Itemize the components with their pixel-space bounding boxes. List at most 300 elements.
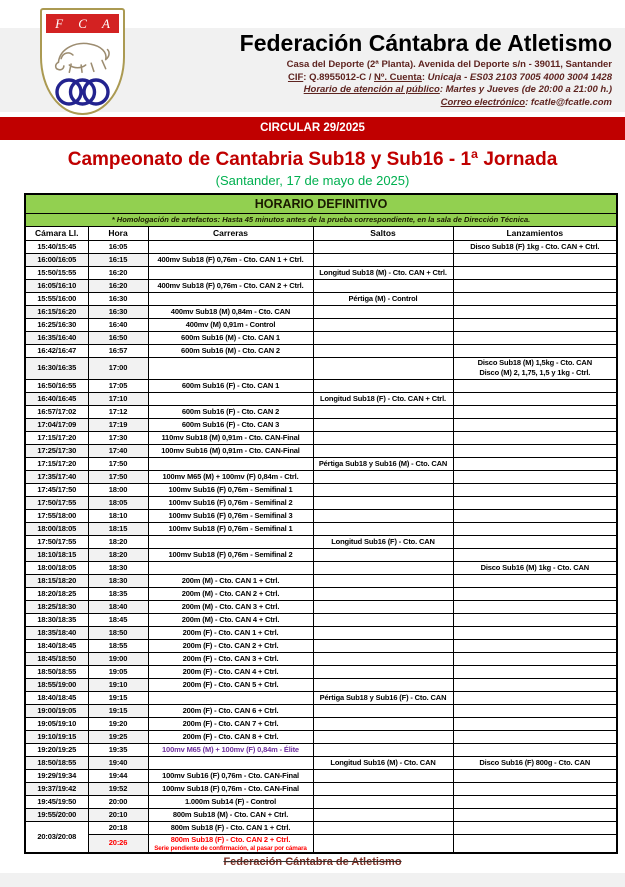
schedule-row bbox=[25, 240, 617, 253]
hora-cell: 17:30 bbox=[88, 431, 148, 444]
hora-cell: 19:15 bbox=[88, 704, 148, 717]
carreras-cell: 600m Sub16 (F) - Cto. CAN 1 bbox=[148, 379, 313, 392]
schedule-row bbox=[25, 509, 617, 522]
hora-cell: 17:12 bbox=[88, 405, 148, 418]
schedule-row bbox=[25, 782, 617, 795]
carreras-cell: 200m (F) - Cto. CAN 8 + Ctrl. bbox=[148, 730, 313, 743]
hora-cell: 19:35 bbox=[88, 743, 148, 756]
camara-cell: 17:25/17:30 bbox=[25, 444, 88, 457]
schedule-row bbox=[25, 318, 617, 331]
camara-cell: 17:45/17:50 bbox=[25, 483, 88, 496]
schedule-row bbox=[25, 652, 617, 665]
camara-cell: 19:10/19:15 bbox=[25, 730, 88, 743]
lanzamientos-cell bbox=[453, 357, 617, 379]
hora-cell: 18:00 bbox=[88, 483, 148, 496]
schedule-row bbox=[25, 730, 617, 743]
saltos-cell: Pértiga (M) - Control bbox=[313, 292, 453, 305]
carreras-cell: 1.000m Sub14 (F) - Control bbox=[148, 795, 313, 808]
carreras-cell: 800m Sub18 (F) - Cto. CAN 1 + Ctrl. bbox=[148, 821, 313, 834]
carreras-cell: 200m (M) - Cto. CAN 1 + Ctrl. bbox=[148, 574, 313, 587]
camara-cell: 16:05/16:10 bbox=[25, 279, 88, 292]
camara-cell: 19:55/20:00 bbox=[25, 808, 88, 821]
schedule-row bbox=[25, 600, 617, 613]
lanzamientos-cell bbox=[453, 344, 617, 357]
lanzamientos-cell bbox=[453, 834, 617, 853]
carreras-cell: 100mv Sub18 (F) 0,76m - Semifinal 2 bbox=[148, 548, 313, 561]
camara-cell: 16:25/16:30 bbox=[25, 318, 88, 331]
fca-logo bbox=[40, 8, 125, 115]
hora-cell: 17:05 bbox=[88, 379, 148, 392]
saltos-cell bbox=[313, 496, 453, 509]
bottom-band bbox=[0, 873, 625, 887]
camara-cell: 15:50/15:55 bbox=[25, 266, 88, 279]
carreras-cell: 200m (F) - Cto. CAN 7 + Ctrl. bbox=[148, 717, 313, 730]
schedule-row bbox=[25, 821, 617, 834]
hora-cell: 16:05 bbox=[88, 240, 148, 253]
carreras-cell: 100mv M65 (M) + 100mv (F) 0,84m - Élite bbox=[148, 743, 313, 756]
schedule-row bbox=[25, 357, 617, 379]
hora-cell: 16:57 bbox=[88, 344, 148, 357]
lanzamientos-cell bbox=[453, 522, 617, 535]
hora-cell: 17:10 bbox=[88, 392, 148, 405]
schedule-row bbox=[25, 483, 617, 496]
lanzamientos-cell bbox=[453, 418, 617, 431]
hora-cell: 19:40 bbox=[88, 756, 148, 769]
carreras-cell: 110mv Sub18 (M) 0,91m - Cto. CAN-Final bbox=[148, 431, 313, 444]
hora-cell: 16:40 bbox=[88, 318, 148, 331]
lanzamientos-cell bbox=[453, 704, 617, 717]
lanzamientos-cell: Disco Sub18 (F) 1kg - Cto. CAN + Ctrl. bbox=[453, 240, 617, 253]
camara-cell: 18:35/18:40 bbox=[25, 626, 88, 639]
carreras-cell bbox=[148, 756, 313, 769]
saltos-cell bbox=[313, 483, 453, 496]
saltos-cell bbox=[313, 444, 453, 457]
hora-cell: 20:26 bbox=[88, 834, 148, 853]
lanzamientos-cell bbox=[453, 795, 617, 808]
header-address-segment: CIF bbox=[287, 71, 304, 83]
saltos-cell bbox=[313, 431, 453, 444]
lanzamientos-cell bbox=[453, 457, 617, 470]
lanzamientos-cell bbox=[453, 717, 617, 730]
saltos-cell bbox=[313, 240, 453, 253]
hora-cell: 17:19 bbox=[88, 418, 148, 431]
saltos-cell bbox=[313, 279, 453, 292]
camara-cell: 17:35/17:40 bbox=[25, 470, 88, 483]
schedule-row bbox=[25, 457, 617, 470]
hora-cell: 20:10 bbox=[88, 808, 148, 821]
saltos-cell bbox=[313, 717, 453, 730]
carreras-cell: 200m (F) - Cto. CAN 6 + Ctrl. bbox=[148, 704, 313, 717]
saltos-cell bbox=[313, 331, 453, 344]
carreras-cell: 200m (F) - Cto. CAN 2 + Ctrl. bbox=[148, 639, 313, 652]
schedule-row bbox=[25, 834, 617, 853]
fca-logo-letters: F C A bbox=[46, 14, 119, 33]
header-address-segment: : Q.8955012-C / bbox=[303, 71, 375, 83]
lanzamientos-cell bbox=[453, 253, 617, 266]
schedule-row bbox=[25, 392, 617, 405]
carreras-cell: 100mv Sub18 (F) 0,76m - Semifinal 1 bbox=[148, 522, 313, 535]
schedule-row bbox=[25, 535, 617, 548]
hora-cell: 18:05 bbox=[88, 496, 148, 509]
camara-cell: 19:05/19:10 bbox=[25, 717, 88, 730]
camara-cell: 16:00/16:05 bbox=[25, 253, 88, 266]
lanzamientos-cell bbox=[453, 509, 617, 522]
schedule-row bbox=[25, 574, 617, 587]
lanzamientos-cell bbox=[453, 496, 617, 509]
lanzamientos-event-line: Disco (M) 2, 1,75, 1,5 y 1kg - Ctrl. bbox=[479, 368, 591, 377]
camara-cell: 16:50/16:55 bbox=[25, 379, 88, 392]
carreras-cell bbox=[148, 834, 313, 853]
camara-cell: 18:10/18:15 bbox=[25, 548, 88, 561]
schedule-row bbox=[25, 253, 617, 266]
lanzamientos-cell bbox=[453, 292, 617, 305]
hora-cell: 19:05 bbox=[88, 665, 148, 678]
saltos-cell bbox=[313, 379, 453, 392]
lanzamientos-cell bbox=[453, 600, 617, 613]
saltos-cell bbox=[313, 574, 453, 587]
lanzamientos-cell bbox=[453, 279, 617, 292]
schedule-row bbox=[25, 331, 617, 344]
page-footer: Federación Cántabra de Atletismo bbox=[223, 856, 402, 868]
carreras-cell: 400mv Sub18 (M) 0,84m - Cto. CAN bbox=[148, 305, 313, 318]
lanzamientos-cell bbox=[453, 769, 617, 782]
schedule-row bbox=[25, 561, 617, 574]
camara-cell: 19:45/19:50 bbox=[25, 795, 88, 808]
header-text-block bbox=[240, 31, 612, 109]
camara-cell: 18:30/18:35 bbox=[25, 613, 88, 626]
carreras-cell bbox=[148, 535, 313, 548]
lanzamientos-cell bbox=[453, 379, 617, 392]
carreras-cell: 100mv M65 (M) + 100mv (F) 0,84m - Ctrl. bbox=[148, 470, 313, 483]
saltos-cell: Longitud Sub16 (F) - Cto. CAN bbox=[313, 535, 453, 548]
hora-cell: 18:10 bbox=[88, 509, 148, 522]
table-note: * Homologación de artefactos: Hasta 45 minutos antes de la prueba correspondiente, en la sala de Dirección Técnica. bbox=[25, 213, 617, 226]
carreras-cell: 400mv Sub18 (F) 0,76m - Cto. CAN 2 + Ctrl. bbox=[148, 279, 313, 292]
carreras-cell bbox=[148, 457, 313, 470]
schedule-row bbox=[25, 808, 617, 821]
camara-cell: 15:40/15:45 bbox=[25, 240, 88, 253]
table-title: HORARIO DEFINITIVO bbox=[25, 194, 617, 213]
hora-cell: 19:20 bbox=[88, 717, 148, 730]
hora-cell: 19:00 bbox=[88, 652, 148, 665]
camara-cell: 16:42/16:47 bbox=[25, 344, 88, 357]
saltos-cell bbox=[313, 600, 453, 613]
hora-cell: 18:20 bbox=[88, 535, 148, 548]
hora-cell: 17:50 bbox=[88, 457, 148, 470]
hora-cell: 18:30 bbox=[88, 561, 148, 574]
lanzamientos-cell bbox=[453, 535, 617, 548]
header-address-segment: Horario de atención al público bbox=[303, 84, 440, 95]
lanzamientos-cell bbox=[453, 652, 617, 665]
saltos-cell bbox=[313, 808, 453, 821]
column-header-row bbox=[25, 226, 617, 240]
lanzamientos-cell bbox=[453, 483, 617, 496]
saltos-cell bbox=[313, 652, 453, 665]
camara-cell: 17:50/17:55 bbox=[25, 496, 88, 509]
carreras-cell: 200m (F) - Cto. CAN 1 + Ctrl. bbox=[148, 626, 313, 639]
header-address-segment: fcatle@fcatle.com bbox=[530, 96, 612, 108]
camara-cell: 16:35/16:40 bbox=[25, 331, 88, 344]
camara-cell: 17:04/17:09 bbox=[25, 418, 88, 431]
hora-cell: 19:52 bbox=[88, 782, 148, 795]
bull-icon bbox=[46, 35, 119, 75]
saltos-cell bbox=[313, 730, 453, 743]
lanzamientos-cell: Disco Sub16 (F) 800g - Cto. CAN bbox=[453, 756, 617, 769]
lanzamientos-cell bbox=[453, 318, 617, 331]
carreras-cell: 400mv (M) 0,91m - Control bbox=[148, 318, 313, 331]
schedule-row bbox=[25, 756, 617, 769]
hora-cell: 18:55 bbox=[88, 639, 148, 652]
saltos-cell bbox=[313, 821, 453, 834]
camara-cell: 18:50/18:55 bbox=[25, 665, 88, 678]
hora-cell: 17:00 bbox=[88, 357, 148, 379]
saltos-cell bbox=[313, 769, 453, 782]
olympic-rings-icon bbox=[46, 76, 119, 109]
carreras-cell: 600m Sub16 (M) - Cto. CAN 1 bbox=[148, 331, 313, 344]
schedule-row bbox=[25, 405, 617, 418]
header-address-segment: : Martes y Jueves (de 20:00 a 21:00 h.) bbox=[439, 84, 612, 95]
camara-cell: 19:37/19:42 bbox=[25, 782, 88, 795]
camara-cell: 15:55/16:00 bbox=[25, 292, 88, 305]
hora-cell: 16:20 bbox=[88, 279, 148, 292]
hora-cell: 18:45 bbox=[88, 613, 148, 626]
schedule-table bbox=[24, 193, 618, 854]
carreras-cell: 200m (F) - Cto. CAN 5 + Ctrl. bbox=[148, 678, 313, 691]
saltos-cell bbox=[313, 344, 453, 357]
carreras-cell: 600m Sub16 (F) - Cto. CAN 3 bbox=[148, 418, 313, 431]
schedule-row bbox=[25, 717, 617, 730]
camara-cell: 18:40/18:45 bbox=[25, 639, 88, 652]
carreras-cell: 100mv Sub16 (F) 0,76m - Semifinal 1 bbox=[148, 483, 313, 496]
schedule-row bbox=[25, 379, 617, 392]
schedule-row bbox=[25, 743, 617, 756]
schedule-row bbox=[25, 769, 617, 782]
saltos-cell: Longitud Sub18 (M) - Cto. CAN + Ctrl. bbox=[313, 266, 453, 279]
camara-cell: 18:45/18:50 bbox=[25, 652, 88, 665]
hora-cell: 18:15 bbox=[88, 522, 148, 535]
carreras-cell: 400mv Sub18 (F) 0,76m - Cto. CAN 1 + Ctrl. bbox=[148, 253, 313, 266]
hora-cell: 19:25 bbox=[88, 730, 148, 743]
header-address-segment: Casa del Deporte (2ª Planta). Avenida del Deporte s/n - 39011, Santander bbox=[286, 59, 612, 70]
header-address-segment: Nº. Cuenta bbox=[374, 71, 422, 83]
schedule-row bbox=[25, 418, 617, 431]
header-address-block bbox=[240, 59, 612, 109]
saltos-cell bbox=[313, 418, 453, 431]
schedule-row bbox=[25, 305, 617, 318]
lanzamientos-cell bbox=[453, 405, 617, 418]
header-address-line bbox=[240, 97, 612, 110]
hora-cell: 18:50 bbox=[88, 626, 148, 639]
lanzamientos-cell bbox=[453, 613, 617, 626]
lanzamientos-cell bbox=[453, 821, 617, 834]
schedule-row bbox=[25, 626, 617, 639]
saltos-cell: Longitud Sub18 (F) - Cto. CAN + Ctrl. bbox=[313, 392, 453, 405]
header-address-segment: Correo electrónico bbox=[440, 96, 526, 108]
camara-cell: 18:20/18:25 bbox=[25, 587, 88, 600]
saltos-cell bbox=[313, 782, 453, 795]
lanzamientos-cell bbox=[453, 266, 617, 279]
saltos-cell bbox=[313, 613, 453, 626]
hora-cell: 19:44 bbox=[88, 769, 148, 782]
table-title-row bbox=[25, 194, 617, 213]
saltos-cell bbox=[313, 405, 453, 418]
saltos-cell bbox=[313, 795, 453, 808]
schedule-row bbox=[25, 795, 617, 808]
saltos-cell bbox=[313, 834, 453, 853]
column-header-3: Saltos bbox=[313, 226, 453, 240]
column-header-0: Cámara Ll. bbox=[25, 226, 88, 240]
schedule-row bbox=[25, 665, 617, 678]
header-address-segment: : bbox=[525, 96, 531, 108]
carreras-cell: 600m Sub16 (M) - Cto. CAN 2 bbox=[148, 344, 313, 357]
lanzamientos-cell bbox=[453, 548, 617, 561]
schedule-row bbox=[25, 639, 617, 652]
hora-cell: 16:30 bbox=[88, 292, 148, 305]
hora-cell: 20:18 bbox=[88, 821, 148, 834]
carreras-pending-note: Serie pendiente de confirmación, al pasar por cámara bbox=[154, 844, 307, 852]
camara-cell: 18:25/18:30 bbox=[25, 600, 88, 613]
saltos-cell bbox=[313, 305, 453, 318]
camara-cell: 19:20/19:25 bbox=[25, 743, 88, 756]
camara-cell: 17:55/18:00 bbox=[25, 509, 88, 522]
header-address-segment: Unicaja - ES03 2103 7005 4000 3004 1428 bbox=[427, 71, 612, 83]
saltos-cell bbox=[313, 626, 453, 639]
camara-cell: 18:15/18:20 bbox=[25, 574, 88, 587]
schedule-row bbox=[25, 496, 617, 509]
carreras-cell bbox=[148, 240, 313, 253]
hora-cell: 20:00 bbox=[88, 795, 148, 808]
hora-cell: 16:20 bbox=[88, 266, 148, 279]
lanzamientos-cell bbox=[453, 331, 617, 344]
saltos-cell bbox=[313, 253, 453, 266]
header-address-line bbox=[240, 72, 612, 85]
carreras-cell: 100mv Sub16 (M) 0,91m - Cto. CAN-Final bbox=[148, 444, 313, 457]
camara-cell: 19:00/19:05 bbox=[25, 704, 88, 717]
carreras-cell bbox=[148, 266, 313, 279]
saltos-cell bbox=[313, 509, 453, 522]
camara-cell: 16:30/16:35 bbox=[25, 357, 88, 379]
header-address-line bbox=[240, 84, 612, 97]
schedule-row bbox=[25, 548, 617, 561]
schedule-row bbox=[25, 678, 617, 691]
saltos-cell bbox=[313, 318, 453, 331]
saltos-cell bbox=[313, 357, 453, 379]
camara-cell: 17:15/17:20 bbox=[25, 431, 88, 444]
column-header-4: Lanzamientos bbox=[453, 226, 617, 240]
hora-cell: 18:20 bbox=[88, 548, 148, 561]
hora-cell: 16:30 bbox=[88, 305, 148, 318]
carreras-cell: 800m Sub18 (M) - Cto. CAN + Ctrl. bbox=[148, 808, 313, 821]
schedule-row bbox=[25, 344, 617, 357]
carreras-cell: 200m (M) - Cto. CAN 4 + Ctrl. bbox=[148, 613, 313, 626]
schedule-row bbox=[25, 704, 617, 717]
schedule-row bbox=[25, 613, 617, 626]
saltos-cell: Longitud Sub16 (M) - Cto. CAN bbox=[313, 756, 453, 769]
lanzamientos-event-line: Disco Sub18 (M) 1,5kg - Cto. CAN bbox=[477, 358, 592, 367]
lanzamientos-cell bbox=[453, 691, 617, 704]
document-subtitle: (Santander, 17 de mayo de 2025) bbox=[215, 173, 410, 188]
hora-cell: 19:15 bbox=[88, 691, 148, 704]
column-header-2: Carreras bbox=[148, 226, 313, 240]
column-header-1: Hora bbox=[88, 226, 148, 240]
table-note-row bbox=[25, 213, 617, 226]
camara-cell: 16:15/16:20 bbox=[25, 305, 88, 318]
schedule-row bbox=[25, 279, 617, 292]
saltos-cell bbox=[313, 678, 453, 691]
hora-cell: 19:10 bbox=[88, 678, 148, 691]
camara-cell: 17:50/17:55 bbox=[25, 535, 88, 548]
lanzamientos-cell bbox=[453, 392, 617, 405]
camara-cell: 18:50/18:55 bbox=[25, 756, 88, 769]
lanzamientos-cell bbox=[453, 730, 617, 743]
saltos-cell bbox=[313, 665, 453, 678]
saltos-cell bbox=[313, 470, 453, 483]
saltos-cell bbox=[313, 548, 453, 561]
saltos-cell bbox=[313, 561, 453, 574]
carreras-cell: 100mv Sub16 (F) 0,76m - Semifinal 2 bbox=[148, 496, 313, 509]
schedule-row bbox=[25, 431, 617, 444]
lanzamientos-cell bbox=[453, 665, 617, 678]
carreras-cell: 200m (F) - Cto. CAN 3 + Ctrl. bbox=[148, 652, 313, 665]
carreras-cell bbox=[148, 392, 313, 405]
schedule-row bbox=[25, 691, 617, 704]
organization-title: Federación Cántabra de Atletismo bbox=[239, 30, 612, 56]
lanzamientos-cell bbox=[453, 444, 617, 457]
document-title: Campeonato de Cantabria Sub18 y Sub16 - 1ª Jornada bbox=[67, 149, 558, 170]
saltos-cell bbox=[313, 743, 453, 756]
hora-cell: 16:50 bbox=[88, 331, 148, 344]
lanzamientos-cell bbox=[453, 574, 617, 587]
lanzamientos-cell bbox=[453, 743, 617, 756]
lanzamientos-cell bbox=[453, 305, 617, 318]
saltos-cell: Pértiga Sub18 y Sub16 (M) - Cto. CAN bbox=[313, 457, 453, 470]
header-address-line bbox=[240, 59, 612, 72]
lanzamientos-cell bbox=[453, 431, 617, 444]
saltos-cell bbox=[313, 522, 453, 535]
hora-cell: 17:50 bbox=[88, 470, 148, 483]
schedule-row bbox=[25, 292, 617, 305]
hora-cell: 18:30 bbox=[88, 574, 148, 587]
carreras-cell: 600m Sub16 (F) - Cto. CAN 2 bbox=[148, 405, 313, 418]
camara-cell: 18:40/18:45 bbox=[25, 691, 88, 704]
lanzamientos-cell bbox=[453, 587, 617, 600]
saltos-cell bbox=[313, 704, 453, 717]
camara-cell: 16:57/17:02 bbox=[25, 405, 88, 418]
lanzamientos-cell bbox=[453, 626, 617, 639]
carreras-cell: 100mv Sub18 (F) 0,76m - Cto. CAN-Final bbox=[148, 782, 313, 795]
header-address-segment: : bbox=[421, 71, 428, 83]
saltos-cell: Pértiga Sub18 y Sub16 (F) - Cto. CAN bbox=[313, 691, 453, 704]
circular-banner: CIRCULAR 29/2025 bbox=[0, 117, 625, 140]
camara-cell: 18:00/18:05 bbox=[25, 561, 88, 574]
hora-cell: 16:15 bbox=[88, 253, 148, 266]
camara-cell: 18:55/19:00 bbox=[25, 678, 88, 691]
carreras-cell bbox=[148, 561, 313, 574]
lanzamientos-cell bbox=[453, 782, 617, 795]
schedule-row bbox=[25, 470, 617, 483]
carreras-cell bbox=[148, 691, 313, 704]
carreras-cell: 200m (F) - Cto. CAN 4 + Ctrl. bbox=[148, 665, 313, 678]
camara-cell: 17:15/17:20 bbox=[25, 457, 88, 470]
carreras-event: 800m Sub18 (F) - Cto. CAN 2 + Ctrl. bbox=[170, 834, 291, 844]
camara-cell: 16:40/16:45 bbox=[25, 392, 88, 405]
hora-cell: 18:35 bbox=[88, 587, 148, 600]
lanzamientos-cell bbox=[453, 470, 617, 483]
lanzamientos-cell: Disco Sub16 (M) 1kg - Cto. CAN bbox=[453, 561, 617, 574]
carreras-cell: 200m (M) - Cto. CAN 2 + Ctrl. bbox=[148, 587, 313, 600]
lanzamientos-cell bbox=[453, 639, 617, 652]
carreras-cell bbox=[148, 357, 313, 379]
